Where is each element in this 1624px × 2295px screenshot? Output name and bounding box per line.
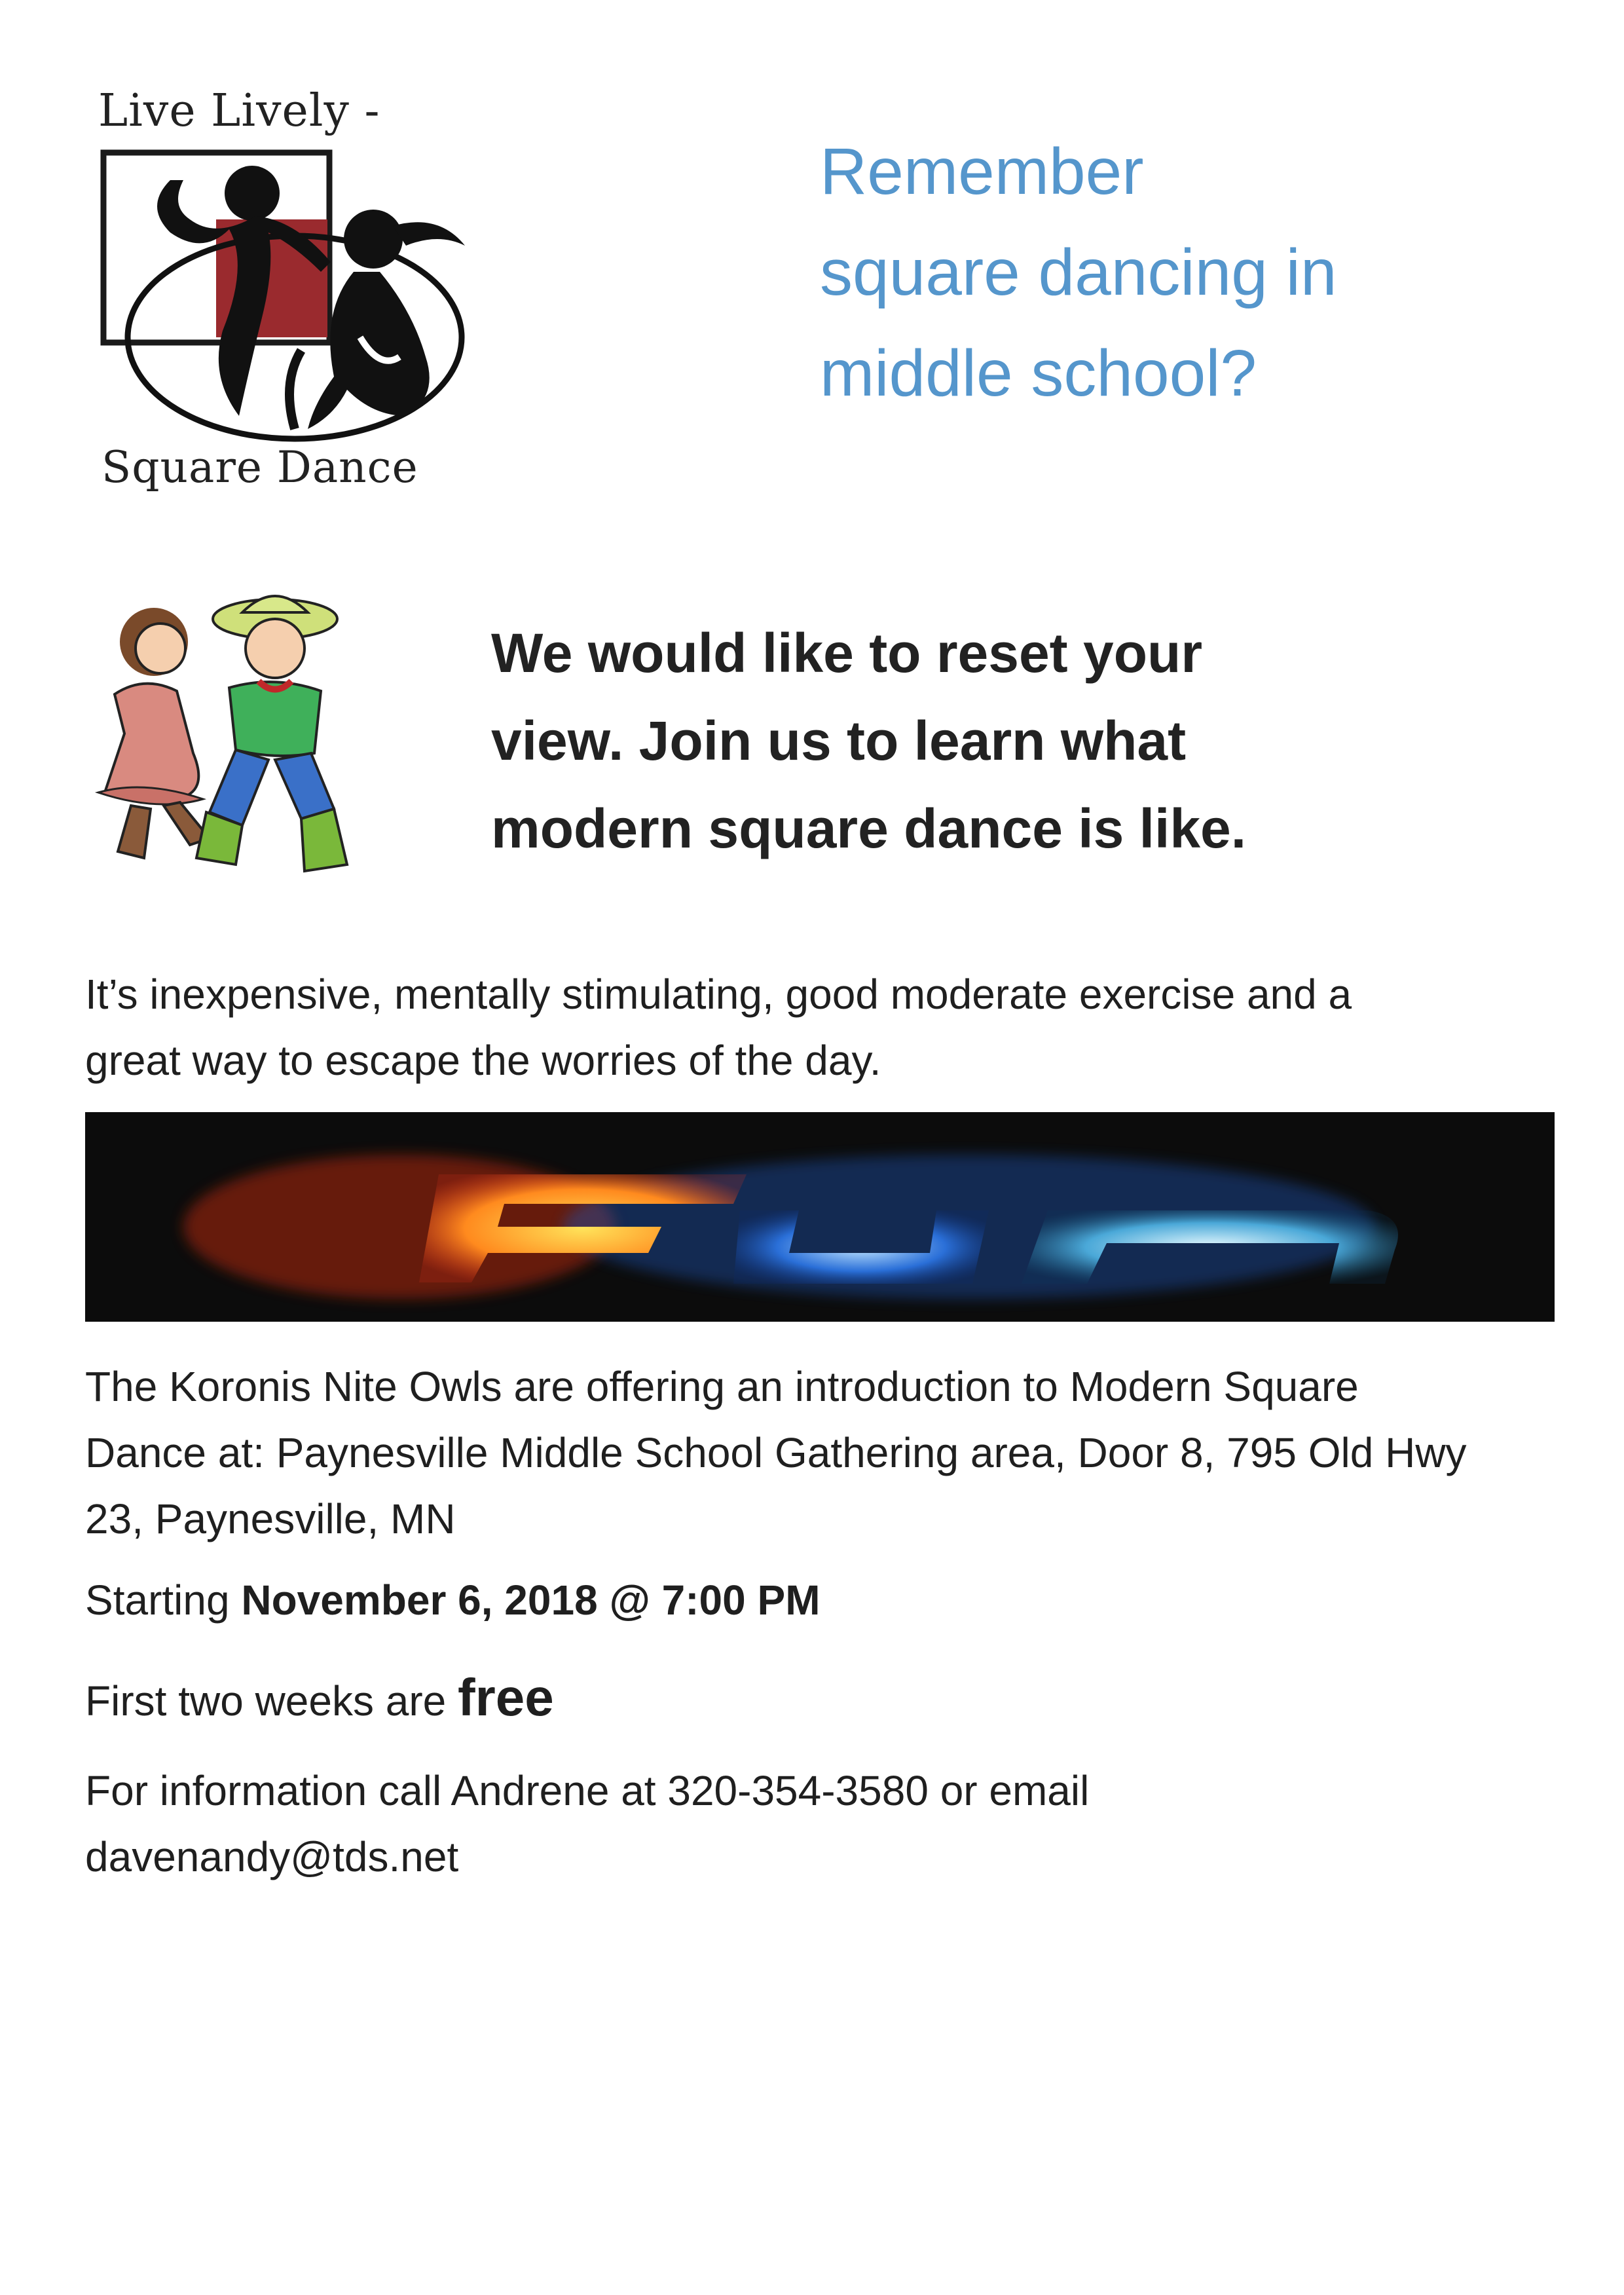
start-date-line — [85, 1567, 1578, 1633]
fun-banner — [85, 1112, 1555, 1322]
dancing-couple-illustration — [79, 583, 386, 884]
intro-line: We would like to reset your — [491, 622, 1203, 684]
logo-bottom-text: Square Dance — [101, 442, 418, 493]
logo-top-text: Live Lively - — [98, 85, 380, 137]
benefits-paragraph — [85, 961, 1578, 1094]
free-emphasis: free — [458, 1668, 554, 1726]
venue-line: The Koronis Nite Owls are offering an introduction to Modern Square — [85, 1363, 1359, 1410]
headline-line: middle school? — [820, 337, 1257, 410]
venue-line: Dance at: Paynesville Middle School Gathering area, Door 8, 795 Old Hwy — [85, 1429, 1467, 1476]
venue-paragraph — [85, 1354, 1578, 1552]
headline-line: square dancing in — [820, 236, 1337, 309]
contact-paragraph — [85, 1758, 1578, 1890]
benefits-line: It’s inexpensive, mentally stimulating, good moderate exercise and a — [85, 971, 1352, 1018]
fun-banner-art — [85, 1112, 1555, 1322]
intro-text — [491, 609, 1539, 872]
benefits-line: great way to escape the worries of the day. — [85, 1037, 881, 1084]
intro-line: view. Join us to learn what — [491, 710, 1187, 772]
start-date: November 6, 2018 @ 7:00 PM — [241, 1577, 821, 1624]
free-line — [85, 1664, 1578, 1734]
contact-email[interactable]: davenandy@tds.net — [85, 1833, 459, 1880]
start-prefix: Starting — [85, 1577, 242, 1624]
free-prefix: First two weeks are — [85, 1677, 458, 1725]
contact-line: For information call Andrene at 320-354-3580 or email — [85, 1767, 1090, 1814]
intro-line: modern square dance is like. — [491, 798, 1247, 859]
headline — [820, 121, 1540, 424]
venue-line: 23, Paynesville, MN — [85, 1495, 456, 1542]
square-dance-logo — [98, 141, 485, 442]
headline-line: Remember — [820, 135, 1144, 208]
